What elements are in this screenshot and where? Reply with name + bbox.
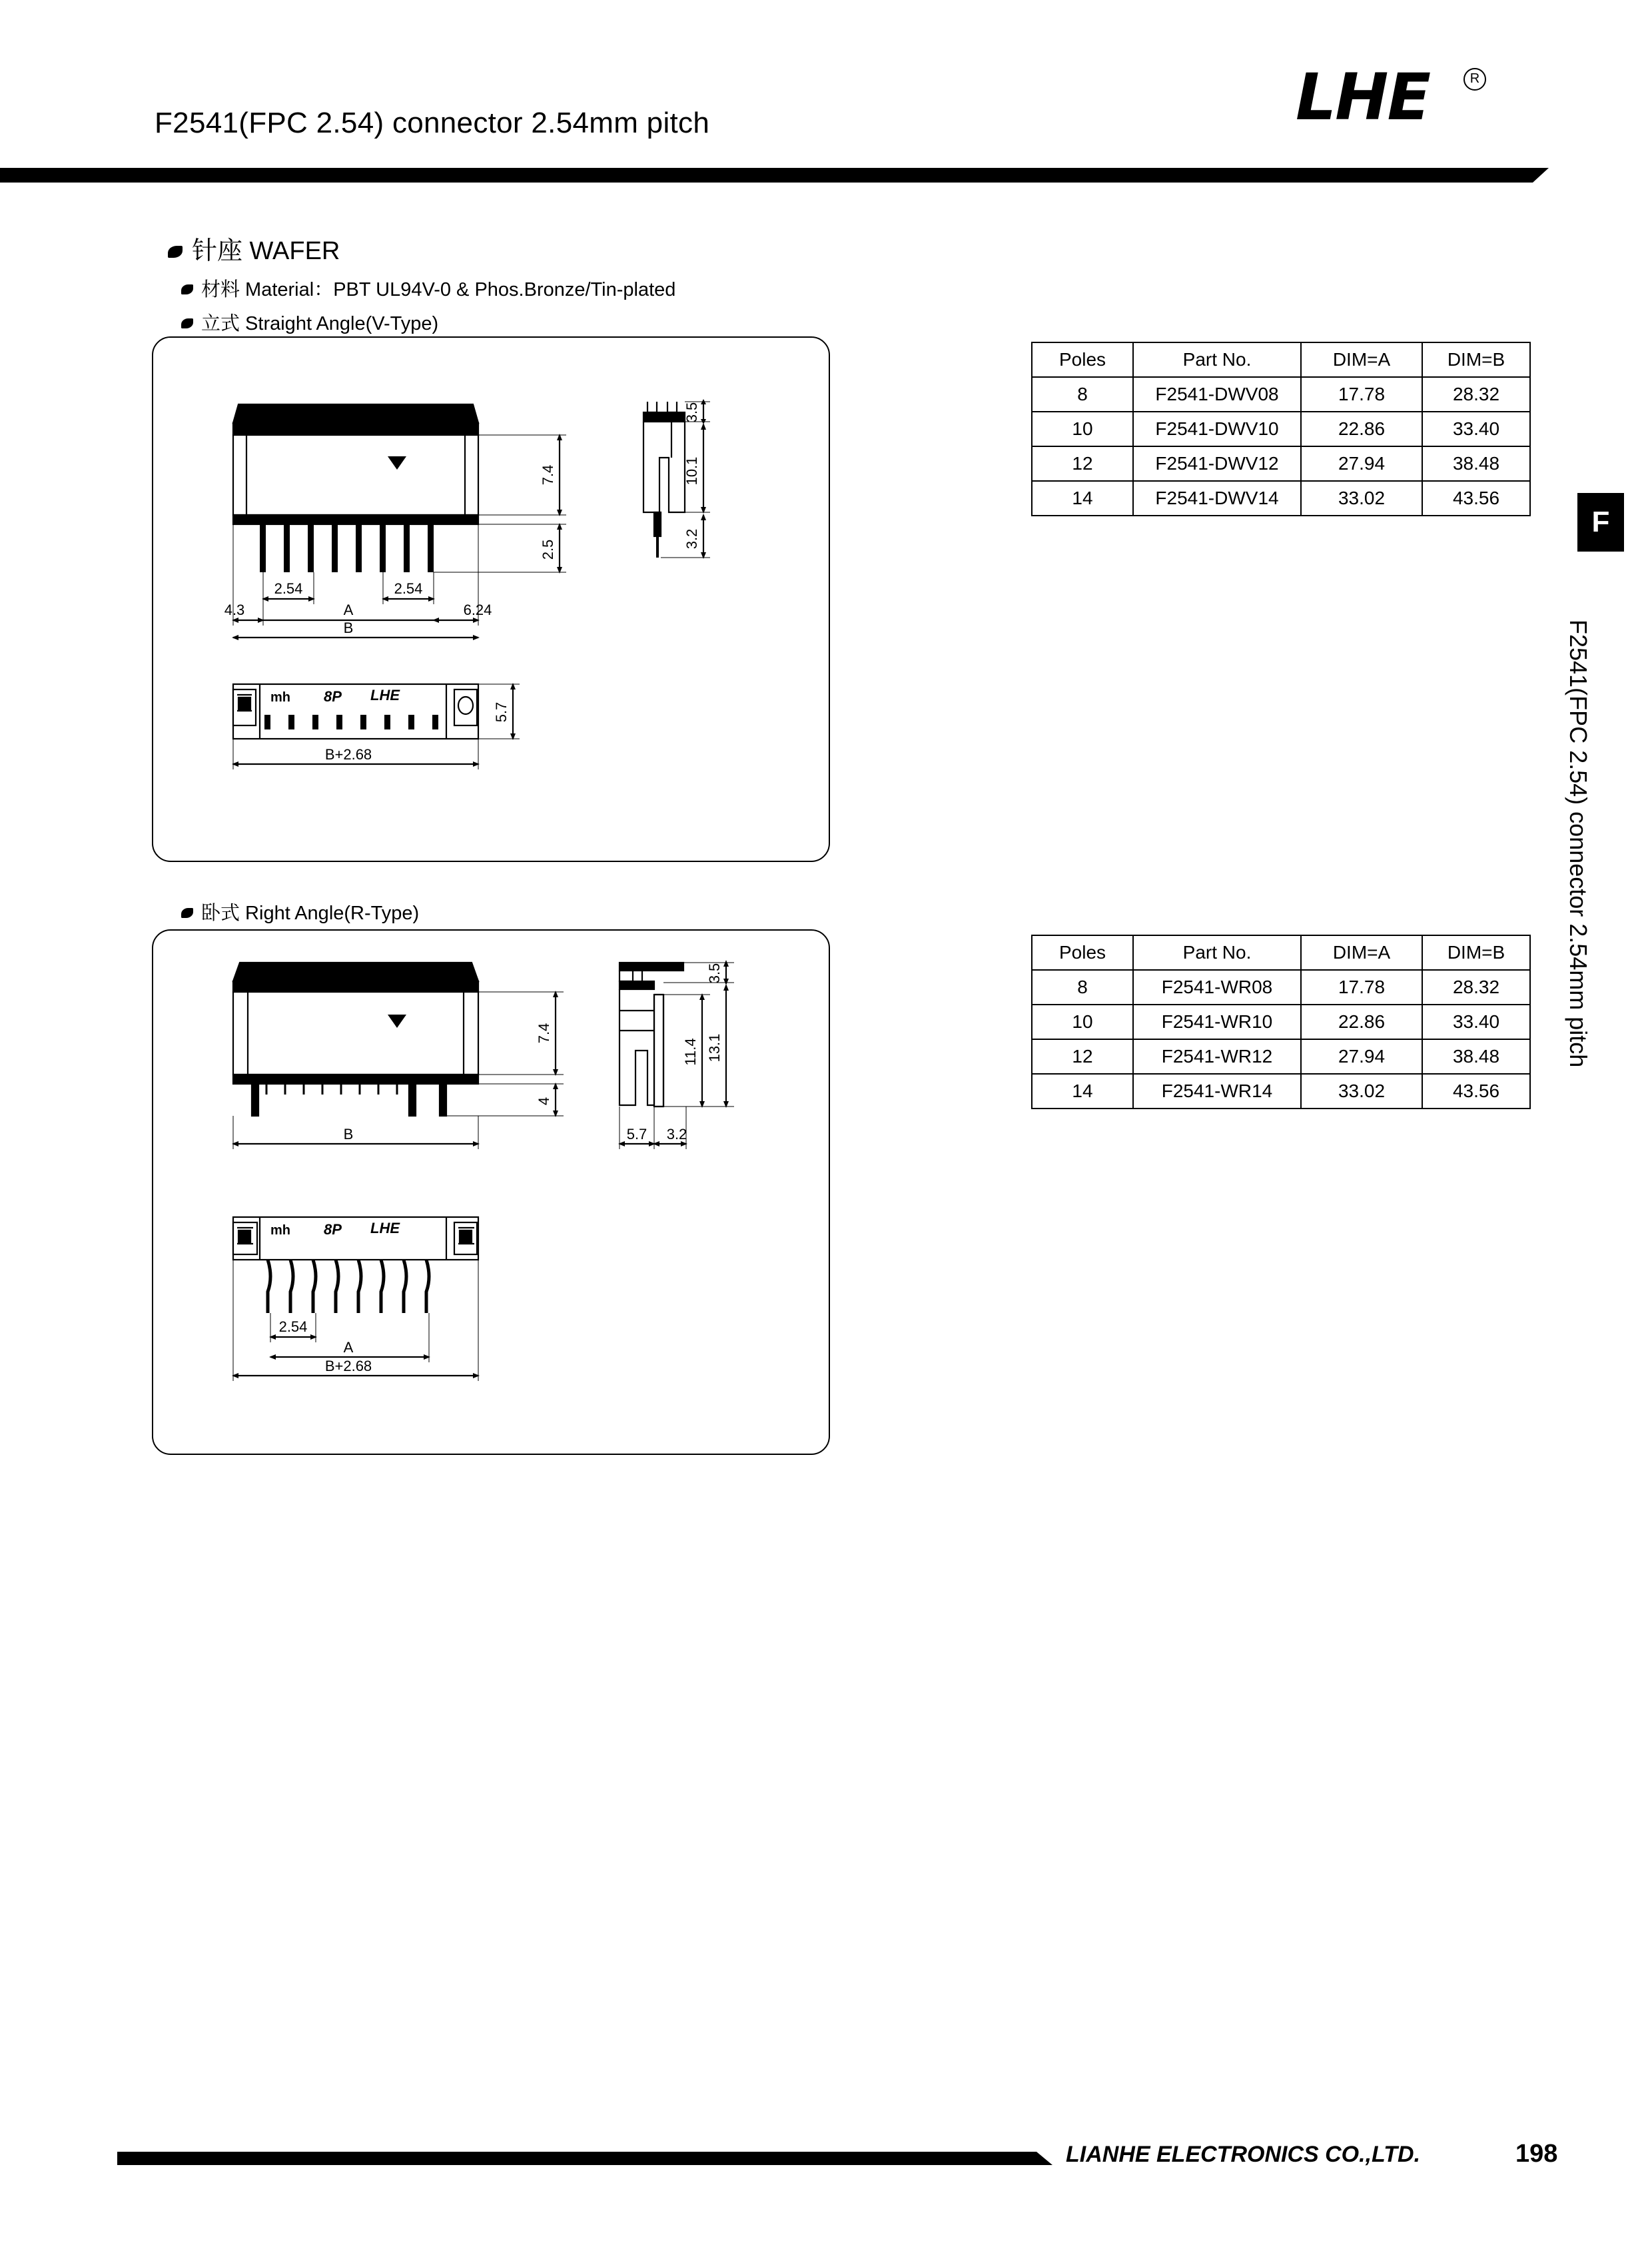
page-number: 198 (1515, 2140, 1558, 2168)
table-row (1032, 446, 1530, 481)
dim-2-54-right-v: 2.54 (394, 580, 423, 597)
dim-4-r: 4 (536, 1097, 552, 1106)
section-straight-angle (181, 308, 438, 336)
column-header-part-no: Part No. (1133, 342, 1301, 377)
cell-dim-a: 17.78 (1301, 377, 1422, 412)
footer-divider (117, 2152, 1036, 2165)
cell-part-no: F2541-DWV10 (1133, 412, 1301, 446)
section-heading-wafer-label: 针座 WAFER (192, 237, 340, 265)
cell-dim-b: 43.56 (1422, 1074, 1530, 1109)
dim-6-24-v: 6.24 (463, 602, 492, 618)
column-header-part-no: Part No. (1133, 935, 1301, 970)
section-right-angle-label: 卧式 Right Angle(R-Type) (201, 903, 420, 924)
cell-part-no: F2541-WR08 (1133, 970, 1301, 1005)
cell-poles: 12 (1032, 1039, 1133, 1074)
table-header-row (1032, 342, 1530, 377)
page-title: F2541(FPC 2.54) connector 2.54mm pitch (155, 107, 710, 139)
dim-5-7-v: 5.7 (493, 701, 510, 723)
dim-7-4-r: 7.4 (536, 1023, 552, 1044)
registered-mark-glyph: R (1463, 68, 1486, 91)
mark-8p-v: 8P (324, 688, 342, 705)
section-heading-wafer (168, 230, 340, 266)
cell-part-no: F2541-WR10 (1133, 1005, 1301, 1039)
leaf-bullet-icon (181, 318, 193, 328)
column-header-poles: Poles (1032, 935, 1133, 970)
section-right-angle (181, 898, 419, 925)
section-material (181, 274, 675, 302)
mark-lhe-r: LHE (370, 1220, 400, 1236)
table-header-row (1032, 935, 1530, 970)
spec-table-straight-angle (1031, 342, 1531, 516)
cell-dim-b: 38.48 (1422, 446, 1530, 481)
column-header-poles: Poles (1032, 342, 1133, 377)
dim-B-r: B (343, 1126, 354, 1142)
cell-dim-a: 33.02 (1301, 481, 1422, 516)
leaf-bullet-icon (181, 284, 193, 294)
dim-b268-v: B+2.68 (324, 746, 372, 763)
table-row (1032, 1074, 1530, 1109)
logo-text: LHE (1296, 60, 1430, 135)
cell-poles: 8 (1032, 377, 1133, 412)
dim-2-54-r: 2.54 (278, 1318, 308, 1335)
table-row (1032, 377, 1530, 412)
cell-dim-b: 33.40 (1422, 412, 1530, 446)
side-vertical-title: F2541(FPC 2.54) connector 2.54mm pitch (1565, 620, 1592, 1068)
dim-10-1-v: 10.1 (683, 456, 700, 486)
dim-3-2-v: 3.2 (683, 528, 700, 550)
table-row (1032, 481, 1530, 516)
cell-poles: 12 (1032, 446, 1133, 481)
dim-3-2-r: 3.2 (666, 1126, 687, 1142)
cell-dim-a: 22.86 (1301, 412, 1422, 446)
dim-b268-r: B+2.68 (324, 1358, 372, 1374)
company-logo (1296, 60, 1495, 137)
cell-dim-a: 33.02 (1301, 1074, 1422, 1109)
dim-13-1-r: 13.1 (706, 1033, 723, 1063)
section-straight-angle-label: 立式 Straight Angle(V-Type) (201, 313, 439, 334)
dim-5-7-r: 5.7 (626, 1126, 647, 1142)
cell-part-no: F2541-WR14 (1133, 1074, 1301, 1109)
cell-dim-a: 17.78 (1301, 970, 1422, 1005)
registered-trademark-icon (1463, 65, 1486, 91)
cell-dim-a: 22.86 (1301, 1005, 1422, 1039)
table-row (1032, 970, 1530, 1005)
header-divider-taper (1533, 168, 1549, 183)
leaf-bullet-icon (181, 908, 193, 918)
drawing-panel-right-angle (152, 929, 830, 1455)
cell-dim-b: 33.40 (1422, 1005, 1530, 1039)
cell-poles: 14 (1032, 1074, 1133, 1109)
dim-B-v: B (343, 620, 354, 636)
page-header (0, 0, 1652, 193)
cell-dim-b: 38.48 (1422, 1039, 1530, 1074)
column-header-dim-b: DIM=B (1422, 342, 1530, 377)
mark-lhe-v: LHE (370, 687, 400, 703)
mark-8p-r: 8P (324, 1221, 342, 1238)
table-row (1032, 1005, 1530, 1039)
header-divider (0, 168, 1533, 183)
column-header-dim-b: DIM=B (1422, 935, 1530, 970)
dim-A-v: A (343, 602, 354, 618)
footer-divider-taper (1036, 2152, 1052, 2165)
drawing-straight-angle (153, 338, 829, 861)
cell-poles: 14 (1032, 481, 1133, 516)
cell-poles: 10 (1032, 1005, 1133, 1039)
cell-dim-b: 28.32 (1422, 377, 1530, 412)
cell-dim-a: 27.94 (1301, 1039, 1422, 1074)
dim-3-5-r: 3.5 (706, 963, 723, 984)
table-row (1032, 1039, 1530, 1074)
dim-4-3-v: 4.3 (224, 602, 245, 618)
table-row (1032, 412, 1530, 446)
cell-poles: 10 (1032, 412, 1133, 446)
dim-2-5-v: 2.5 (540, 539, 556, 560)
dim-3-5-v: 3.5 (683, 402, 700, 423)
dim-2-54-left-v: 2.54 (274, 580, 303, 597)
leaf-bullet-icon (168, 246, 183, 258)
cell-part-no: F2541-DWV14 (1133, 481, 1301, 516)
drawing-panel-straight-angle (152, 336, 830, 862)
cell-dim-b: 43.56 (1422, 481, 1530, 516)
drawing-right-angle (153, 931, 829, 1454)
cell-dim-b: 28.32 (1422, 970, 1530, 1005)
footer-company-name: LIANHE ELECTRONICS CO.,LTD. (1066, 2142, 1421, 2167)
cell-part-no: F2541-WR12 (1133, 1039, 1301, 1074)
cell-dim-a: 27.94 (1301, 446, 1422, 481)
cell-poles: 8 (1032, 970, 1133, 1005)
dim-11-4-r: 11.4 (682, 1038, 699, 1066)
cell-part-no: F2541-DWV08 (1133, 377, 1301, 412)
mark-mh-v: mh (270, 690, 290, 705)
section-tab-f: F (1577, 493, 1624, 552)
dim-A-r: A (343, 1339, 354, 1356)
section-material-label: 材料 Material：PBT UL94V-0 & Phos.Bronze/Tin-plated (201, 279, 676, 300)
mark-mh-r: mh (270, 1223, 290, 1238)
dim-7-4-v: 7.4 (540, 464, 556, 486)
cell-part-no: F2541-DWV12 (1133, 446, 1301, 481)
column-header-dim-a: DIM=A (1301, 342, 1422, 377)
spec-table-right-angle (1031, 935, 1531, 1109)
column-header-dim-a: DIM=A (1301, 935, 1422, 970)
